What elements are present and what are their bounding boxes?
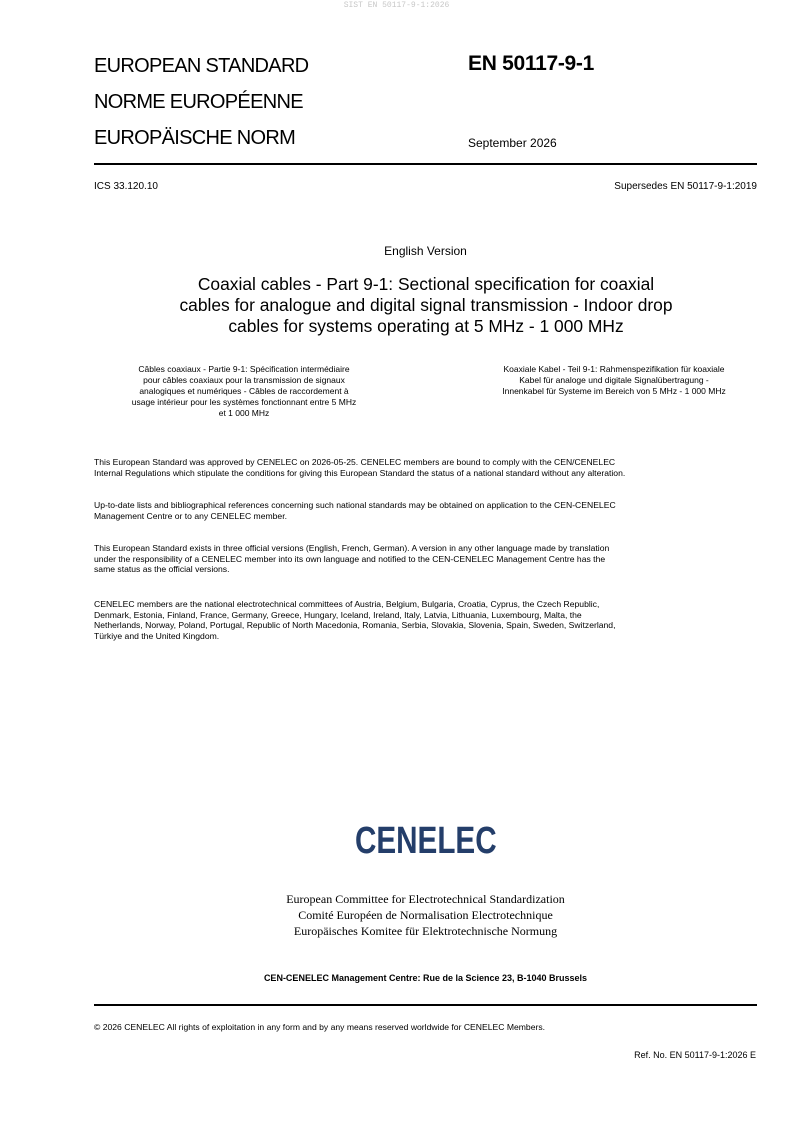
copyright-notice: © 2026 CENELEC All rights of exploitation in any form and by any means reserved worldwide for CENELEC Members.: [94, 1022, 546, 1032]
german-title-line: Kabel für analoge und digitale Signalübertragung -: [519, 375, 709, 385]
language-version: English Version: [384, 244, 467, 258]
title-european-standard: EUROPEAN STANDARD: [94, 55, 309, 77]
ics-code: ICS 33.120.10: [94, 181, 158, 192]
paragraph-line: Denmark, Estonia, Finland, France, Germany, Greece, Hungary, Iceland, Ireland, Italy, Latvia, Lithuania, Luxembourg, Malta, the: [94, 609, 582, 620]
publication-date: September 2026: [468, 136, 557, 150]
german-title-line: Innenkabel für Systeme im Bereich von 5 MHz - 1 000 MHz: [502, 386, 726, 396]
footer-divider: [94, 1004, 757, 1006]
french-title-line: Câbles coaxiaux - Partie 9-1: Spécification intermédiaire: [138, 364, 350, 374]
paragraph-line: under the responsibility of a CENELEC member into its own language and notified to the CEN-CENELEC Management Centre has the: [94, 553, 606, 564]
paragraph-line: Up-to-date lists and bibliographical references concerning such national standards may be obtained on application to the CEN-CENELEC: [94, 500, 616, 510]
reference-number: Ref. No. EN 50117-9-1:2026 E: [634, 1050, 756, 1060]
french-title-line: pour câbles coaxiaux pour la transmission de signaux: [143, 375, 345, 385]
paragraph-line: Netherlands, Norway, Poland, Portugal, Republic of North Macedonia, Romania, Serbia, Slovakia, Slovenia, Spain, Sweden, Switzerland,: [94, 620, 616, 630]
title-norme-europeenne: NORME EUROPÉENNE: [94, 91, 303, 113]
approval-paragraph: [94, 457, 758, 478]
header-divider: [94, 163, 757, 165]
german-title: [464, 364, 764, 397]
cenelec-logo: [0, 820, 793, 863]
french-title-line: analogiques et numériques - Câbles de raccordement à: [139, 386, 349, 396]
title-line: cables for systems operating at 5 MHz - 1 000 MHz: [228, 316, 624, 336]
paragraph-line: Management Centre or to any CENELEC member.: [94, 510, 287, 521]
french-title: [94, 364, 394, 419]
german-title-line: Koaxiale Kabel - Teil 9-1: Rahmenspezifikation für koaxiale: [503, 364, 725, 374]
paragraph-line: Türkiye and the United Kingdom.: [94, 630, 220, 641]
paragraph-line: CENELEC members are the national electrotechnical committees of Austria, Belgium, Bulgaria, Croatia, Cyprus, the Czech Republic,: [94, 599, 600, 609]
cenelec-logo-text: CENELEC: [355, 820, 497, 862]
title-line: Coaxial cables - Part 9-1: Sectional specification for coaxial: [197, 274, 655, 294]
committee-name-de: Europäisches Komitee für Elektrotechnische Normung: [293, 924, 558, 938]
references-paragraph: [94, 500, 758, 521]
document-title: [120, 274, 732, 337]
paragraph-line: same status as the official versions.: [94, 564, 230, 574]
watermark: SIST EN 50117-9-1:2026: [343, 1, 450, 10]
standard-number: EN 50117-9-1: [468, 52, 594, 75]
supersedes-note: Supersedes EN 50117-9-1:2019: [614, 181, 757, 192]
committee-name-en: European Committee for Electrotechnical Standardization: [286, 892, 565, 906]
paragraph-line: This European Standard was approved by CENELEC on 2026-05-25. CENELEC members are bound to comply with the CEN/CENELEC: [94, 457, 616, 467]
members-paragraph: [94, 599, 758, 641]
versions-paragraph: [94, 543, 758, 575]
paragraph-line: Internal Regulations which stipulate the conditions for giving this European Standard the status of a national standard without any alteration.: [94, 467, 626, 478]
committee-name-fr: Comité Européen de Normalisation Electrotechnique: [298, 908, 553, 922]
title-line: cables for analogue and digital signal transmission - Indoor drop: [179, 295, 673, 315]
french-title-line: et 1 000 MHz: [218, 408, 270, 418]
title-europaische-norm: EUROPÄISCHE NORM: [94, 127, 296, 149]
management-centre-address: CEN-CENELEC Management Centre: Rue de la Science 23, B-1040 Brussels: [263, 973, 588, 983]
paragraph-line: This European Standard exists in three official versions (English, French, German). A version in any other language made by translation: [94, 543, 610, 553]
french-title-line: usage intérieur pour les systèmes fonctionnant entre 5 MHz: [131, 397, 357, 407]
committee-names: [94, 891, 757, 939]
